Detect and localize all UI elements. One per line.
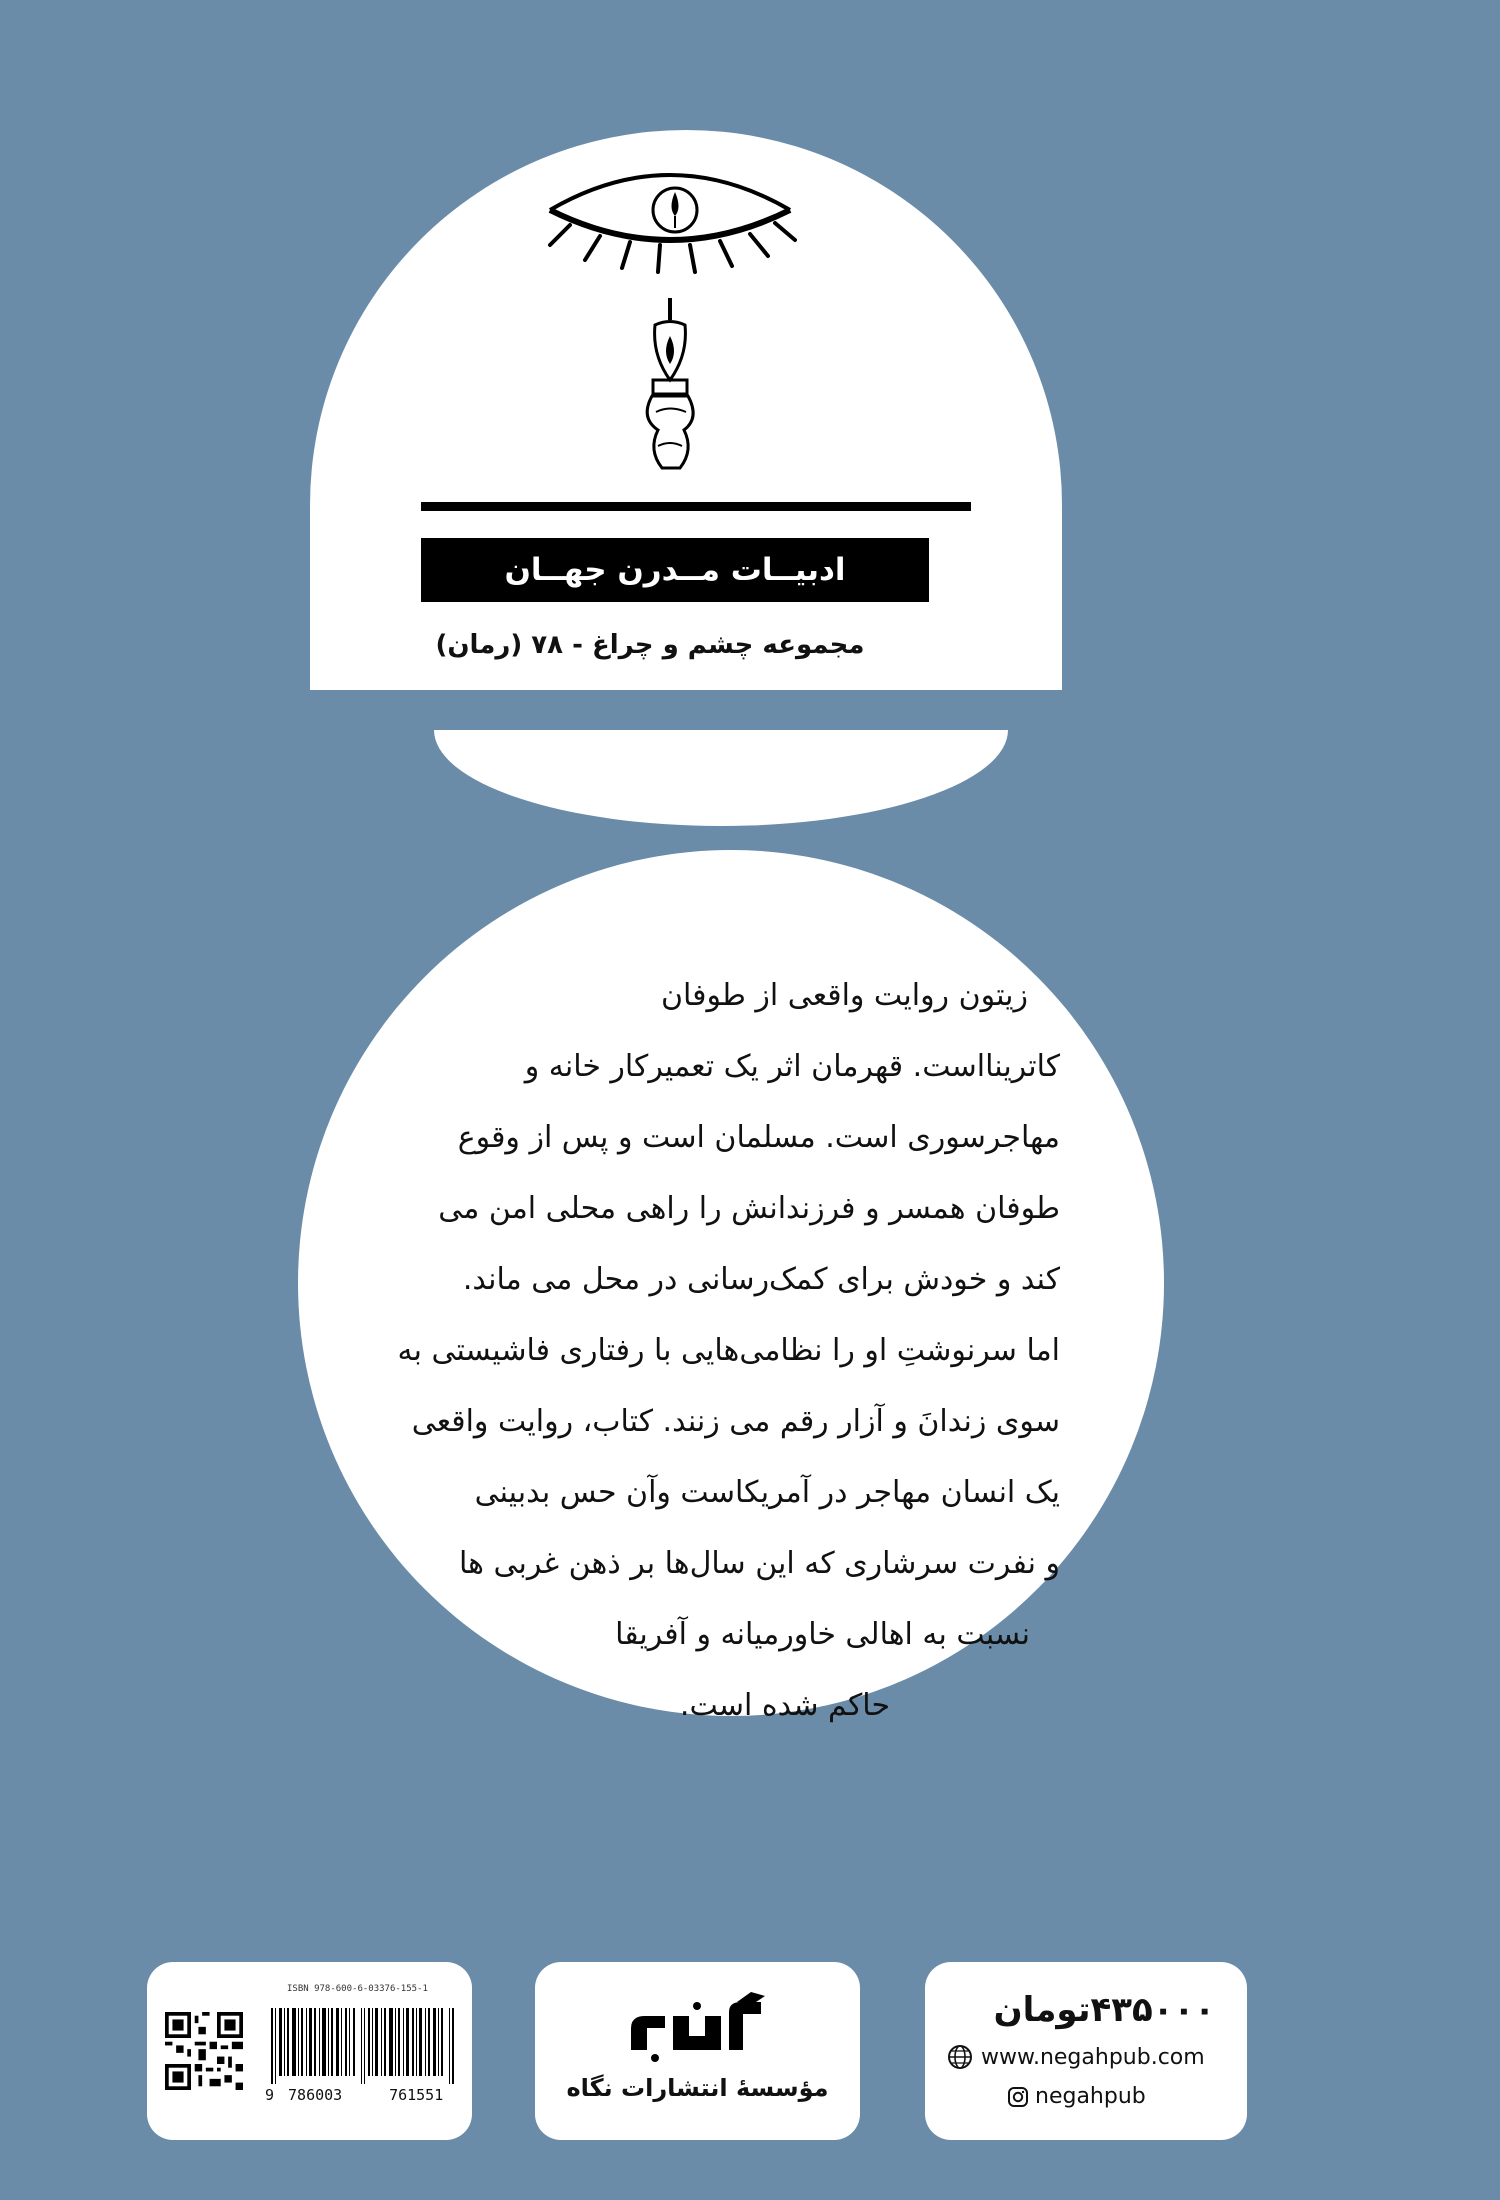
blurb-line: نسبت به اهالی خاورمیانه و آفریقا [615,1617,1030,1652]
blurb-line: سوی زندانَ و آزار رقم می زنند. کتاب، روایت واقعی [411,1404,1060,1439]
barcode-digit-group: 786003 [288,2086,343,2104]
barcode-card [147,1962,472,2140]
series-subtitle: مجموعه چشم و چراغ - ۷۸ (رمان) [435,630,865,660]
blurb-line: زیتون روایت واقعی از طوفان [660,978,1028,1013]
qr-code-icon [165,2012,243,2090]
instagram-row [1007,2084,1146,2109]
barcode-digits [265,2086,461,2104]
barcode-digit-group: 761551 [389,2086,444,2104]
publisher-name: مؤسسهٔ انتشارات نگاه [566,2074,829,2102]
instagram-handle[interactable]: negahpub [1035,2084,1146,2109]
price-label: ۴۳۵۰۰۰تومان [993,1990,1215,2030]
barcode-icon [271,2008,457,2084]
blurb-line: حاکم شده است. [679,1688,890,1723]
eye-and-lamp-emblem-icon [540,150,800,490]
blurb-text [335,960,1060,1741]
isbn-text: ISBN 978-600-6-03376-155-1 [287,1984,428,1994]
website-row [947,2044,1205,2070]
blurb-line: اما سرنوشتِ او را نظامی‌هایی با رفتاری فاشیستی به [397,1333,1060,1368]
series-emblem-panel-lower [434,730,1008,826]
barcode-digit-group: 9 [265,2086,275,2104]
blurb-line: کند و خودش برای کمک‌رسانی در محل می ماند. [462,1262,1060,1297]
price-card [925,1962,1247,2140]
blurb-line: کاترینااست. قهرمان اثر یک تعمیرکار خانه و [524,1049,1060,1084]
series-divider [421,502,971,511]
negah-logo-icon [625,1992,770,2064]
globe-icon [947,2044,973,2070]
blurb-line: مهاجرسوری است. مسلمان است و پس از وقوع [457,1120,1060,1155]
series-title: ادبیــات مــدرن جهــان [421,538,929,602]
instagram-icon [1007,2086,1029,2108]
blurb-line: و نفرت سرشاری که این سال‌ها بر ذهن غربی ها [459,1546,1060,1581]
website-link[interactable]: www.negahpub.com [981,2044,1205,2070]
blurb-line: طوفان همسر و فرزندانش را راهی محلی امن می [438,1191,1060,1226]
publisher-card [535,1962,860,2140]
blurb-line: یک انسان مهاجر در آمریکاست وآن حس بدبینی [474,1475,1060,1510]
